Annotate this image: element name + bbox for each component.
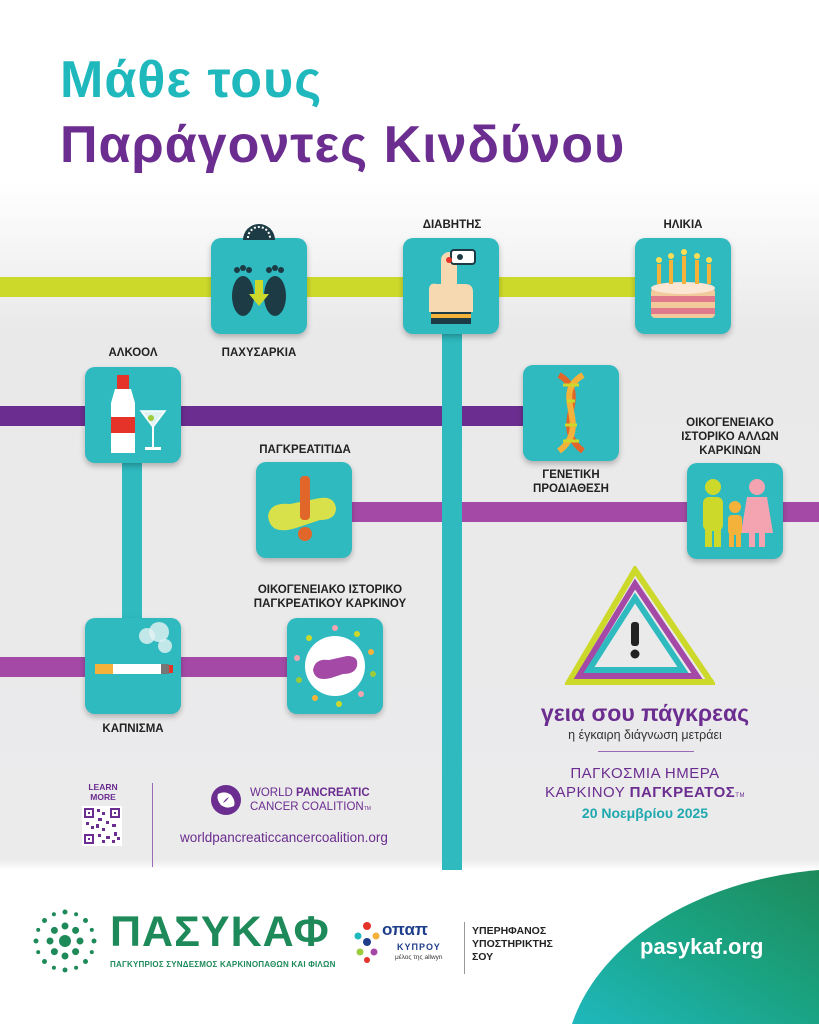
- smoking-tile: [85, 618, 181, 714]
- campaign-name: γεια σου πάγκρεας: [540, 700, 750, 726]
- label-family-other-3: ΚΑΡΚΙΝΩΝ: [699, 445, 761, 457]
- sponsor-divider: [464, 922, 465, 974]
- label-alcohol: ΑΛΚΟΟΛ: [108, 347, 158, 359]
- sponsor-country: ΚΥΠΡΟΥ: [397, 942, 441, 952]
- scale-dial-icon: [241, 222, 277, 240]
- wpcc-name-line-1: WORLD PANCREATIC: [250, 787, 370, 799]
- pancreatitis-tile: [256, 462, 352, 558]
- pancreas-warning-icon: [256, 462, 352, 558]
- label-smoking: ΚΑΠΝΙΣΜΑ: [102, 723, 164, 735]
- label-family-other-1: ΟΙΚΟΓΕΝΕΙΑΚΟ: [686, 417, 774, 429]
- obesity-tile: [211, 238, 307, 334]
- teal-line-main: [442, 300, 462, 870]
- learn-more-divider: [152, 783, 153, 867]
- family-icon: [687, 463, 783, 559]
- campaign-divider: [598, 751, 694, 752]
- sponsor-member: μέλος της allwyn: [395, 954, 443, 961]
- label-obesity: ΠΑΧΥΣΑΡΚΙΑ: [221, 347, 297, 359]
- pasykaf-logo-icon: [30, 906, 100, 976]
- campaign-day-line-2: ΚΑΡΚΙΝΟΥ ΠΑΓΚΡΕΑΤΟΣTM: [545, 784, 745, 801]
- pasykaf-subtitle: ΠΑΓΚΥΠΡΙΟΣ ΣΥΝΔΕΣΜΟΣ ΚΑΡΚΙΝΟΠΑΘΩΝ ΚΑΙ ΦΙΛΩΝ: [110, 960, 336, 969]
- sponsor-name: οπαπ: [382, 920, 428, 939]
- learn-more-label: LEARN MORE: [88, 782, 118, 802]
- proud-supporter: ΥΠΕΡΗΦΑΝΟΣ ΥΠΟΣΤΗΡΙΚΤΗΣ ΣΟΥ: [472, 925, 553, 963]
- title-line-2: Παράγοντες Κινδύνου: [60, 116, 626, 174]
- footer: [0, 870, 819, 1024]
- campaign-tagline: η έγκαιρη διάγνωση μετράει: [568, 728, 722, 742]
- wpcc-url-link[interactable]: worldpancreaticcancercoalition.org: [180, 830, 388, 845]
- diabetes-tile: [403, 238, 499, 334]
- wpcc-logo-icon: [210, 784, 242, 816]
- opap-logo-icon: [354, 920, 380, 964]
- label-age: ΗΛΙΚΙΑ: [663, 219, 703, 231]
- label-genetic-2: ΠΡΟΔΙΑΘΕΣΗ: [533, 483, 609, 495]
- qr-code-icon[interactable]: [82, 806, 122, 846]
- warning-triangle-logo: [565, 566, 715, 690]
- campaign-date: 20 Νοεμβρίου 2025: [581, 805, 709, 821]
- genetic-tile: [523, 365, 619, 461]
- alcohol-bottle-glass-icon: [85, 367, 181, 463]
- dna-helix-icon: [523, 365, 619, 461]
- label-family-pancreatic-1: ΟΙΚΟΓΕΝΕΙΑΚΟ ΙΣΤΟΡΙΚΟ: [257, 584, 403, 596]
- label-genetic-1: ΓΕΝΕΤΙΚΗ: [542, 469, 600, 481]
- campaign-day-line-1: ΠΑΓΚΟΣΜΙΑ ΗΜΕΡΑ: [570, 765, 720, 782]
- pasykaf-url-link[interactable]: pasykaf.org: [640, 934, 764, 959]
- wpcc-name-line-2: CANCER COALITIONTM: [250, 801, 371, 813]
- age-tile: [635, 238, 731, 334]
- alcohol-tile: [85, 367, 181, 463]
- finger-blood-test-icon: [403, 238, 499, 334]
- label-diabetes: ΔΙΑΒΗΤΗΣ: [422, 219, 482, 231]
- pancreas-circle-icon: [287, 618, 383, 714]
- cigarette-icon: [85, 618, 181, 714]
- lime-line: [0, 277, 700, 297]
- family-pancreatic-tile: [287, 618, 383, 714]
- title-line-1: Μάθε τους: [60, 51, 323, 109]
- scale-feet-icon: [211, 238, 307, 334]
- pasykaf-name: ΠΑΣΥΚΑΦ: [110, 908, 330, 956]
- label-family-other-2: ΙΣΤΟΡΙΚΟ ΑΛΛΩΝ: [681, 431, 779, 443]
- label-pancreatitis: ΠΑΓΚΡΕΑΤΙΤΙΔΑ: [259, 444, 351, 456]
- teal-line-left: [122, 440, 142, 630]
- family-other-tile: [687, 463, 783, 559]
- birthday-cake-icon: [635, 238, 731, 334]
- label-family-pancreatic-2: ΠΑΓΚΡΕΑΤΙΚΟΥ ΚΑΡΚΙΝΟΥ: [253, 598, 407, 610]
